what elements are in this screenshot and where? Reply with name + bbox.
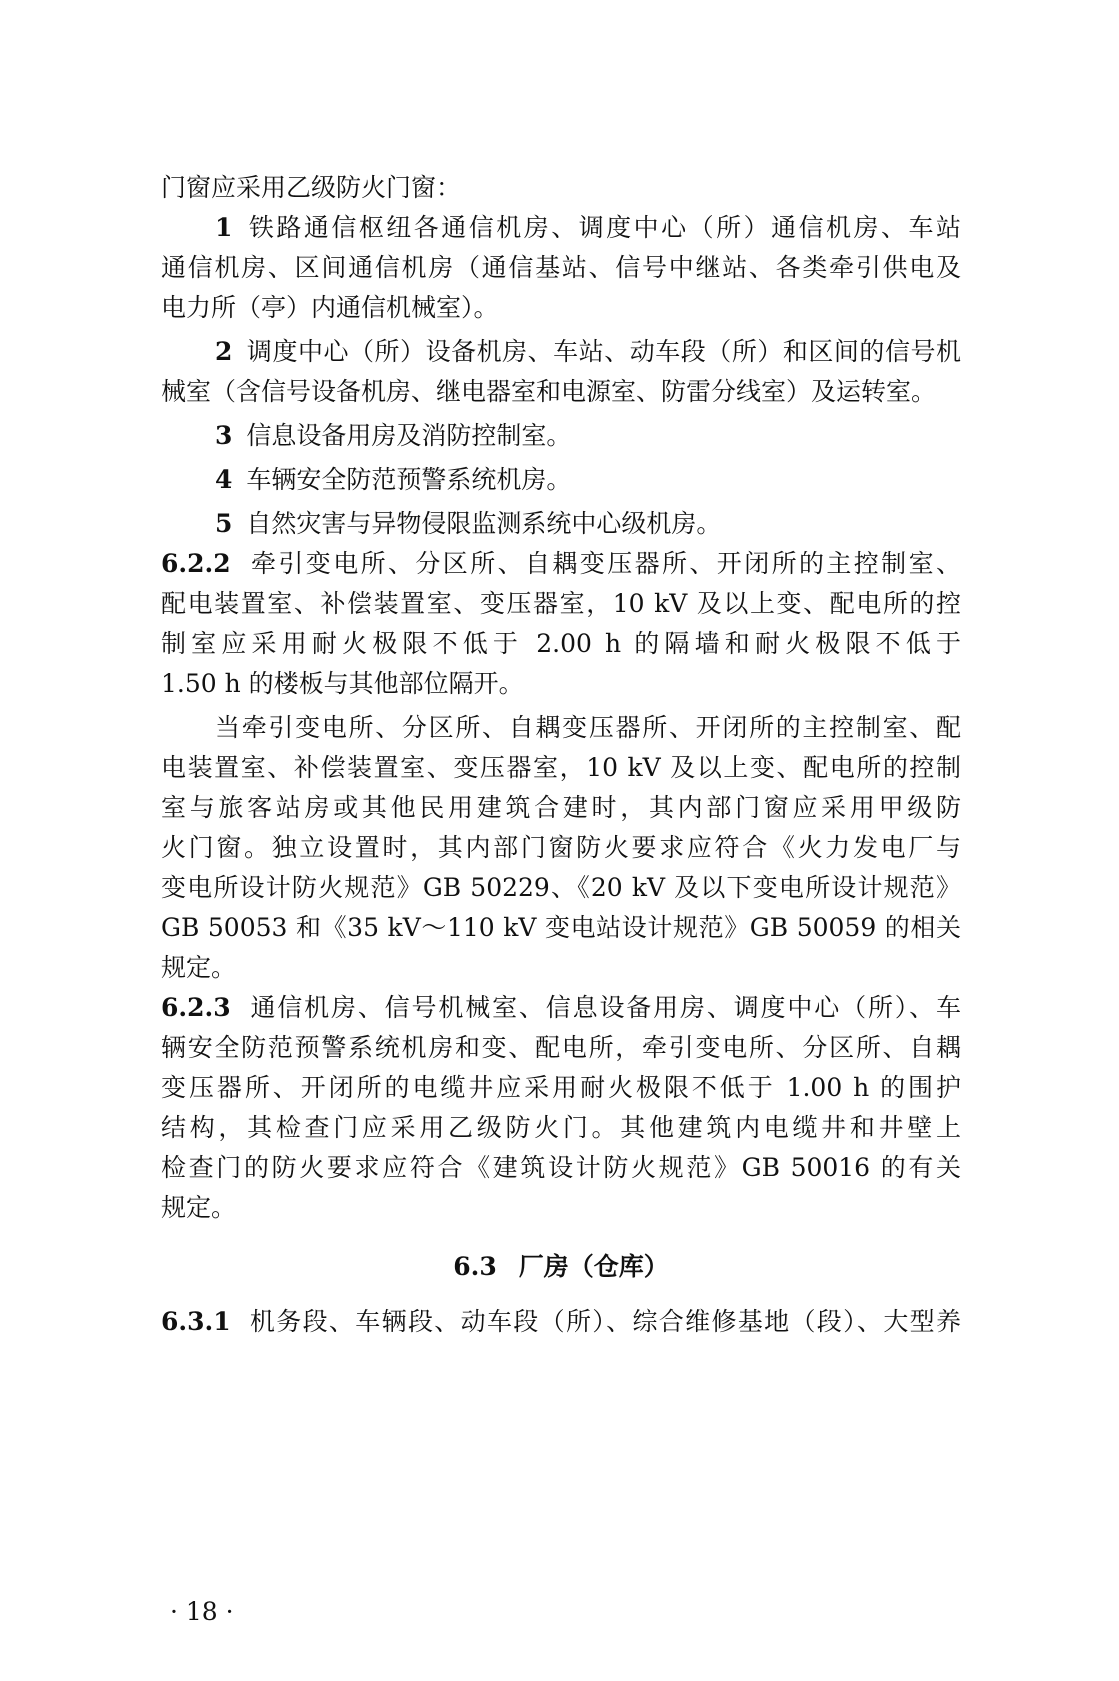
- paragraph-line: 械室（含信号设备机房、继电器室和电源室、防雷分线室）及运转室。: [161, 377, 937, 406]
- paragraph-line: 1.50 h 的楼板与其他部位隔开。: [161, 669, 524, 698]
- paragraph-line: GB 50053 和《35 kV～110 kV 变电站设计规范》GB 50059 的相关: [161, 913, 961, 942]
- paragraph-line: 门窗应采用乙级防火门窗：: [161, 173, 462, 202]
- clause-number: 6.2.2: [161, 549, 231, 578]
- list-item-2: 2 调度中心（所）设备机房、车站、动车段（所）和区间的信号机: [215, 337, 961, 366]
- clause-number: 6.3.1: [161, 1307, 231, 1336]
- paragraph-line: 当牵引变电所、分区所、自耦变压器所、开闭所的主控制室、配: [215, 713, 961, 742]
- item-number: 1: [215, 213, 233, 242]
- paragraph-line: 通信机房、区间通信机房（通信基站、信号中继站、各类牵引供电及: [161, 253, 961, 282]
- paragraph-line: 火门窗。独立设置时，其内部门窗防火要求应符合《火力发电厂与: [161, 833, 961, 862]
- paragraph-line: 变压器所、开闭所的电缆井应采用耐火极限不低于 1.00 h 的围护: [161, 1073, 961, 1102]
- clause-6-3-1: 6.3.1 机务段、车辆段、动车段（所）、综合维修基地（段）、大型养: [161, 1307, 961, 1336]
- section-title: 厂房（仓库）: [518, 1252, 669, 1281]
- paragraph-line: 检查门的防火要求应符合《建筑设计防火规范》GB 50016 的有关: [161, 1153, 961, 1182]
- list-item-1: 1 铁路通信枢纽各通信机房、调度中心（所）通信机房、车站: [215, 213, 961, 242]
- paragraph-line: 电力所（亭）内通信机械室）。: [161, 293, 499, 322]
- paragraph-line: 辆安全防范预警系统机房和变、配电所，牵引变电所、分区所、自耦: [161, 1033, 961, 1062]
- paragraph-line: 电装置室、补偿装置室、变压器室，10 kV 及以上变、配电所的控制: [161, 753, 961, 782]
- clause-6-2-3: 6.2.3 通信机房、信号机械室、信息设备用房、调度中心（所）、车: [161, 993, 961, 1022]
- list-item-5: 5 自然灾害与异物侵限监测系统中心级机房。: [215, 509, 722, 538]
- list-item-3: 3 信息设备用房及消防控制室。: [215, 421, 572, 450]
- section-heading: [161, 1232, 961, 1302]
- section-number: 6.3: [453, 1252, 497, 1281]
- paragraph-line: 配电装置室、补偿装置室、变压器室，10 kV 及以上变、配电所的控: [161, 589, 961, 618]
- paragraph-line: 制室应采用耐火极限不低于 2.00 h 的隔墙和耐火极限不低于: [161, 629, 961, 658]
- document-body: [161, 168, 961, 1342]
- page-number: · 18 ·: [170, 1597, 234, 1626]
- clause-6-2-2: 6.2.2 牵引变电所、分区所、自耦变压器所、开闭所的主控制室、: [161, 549, 961, 578]
- clause-number: 6.2.3: [161, 993, 231, 1022]
- paragraph-line: 结构，其检查门应采用乙级防火门。其他建筑内电缆井和井壁上: [161, 1113, 961, 1142]
- item-number: 4: [215, 465, 233, 494]
- item-number: 5: [215, 509, 233, 538]
- paragraph-line: 室与旅客站房或其他民用建筑合建时，其内部门窗应采用甲级防: [161, 793, 961, 822]
- paragraph-line: 规定。: [161, 1193, 237, 1222]
- paragraph-line: 规定。: [161, 953, 237, 982]
- paragraph-line: 变电所设计防火规范》GB 50229、《20 kV 及以下变电所设计规范》: [161, 873, 961, 902]
- item-number: 2: [215, 337, 233, 366]
- list-item-4: 4 车辆安全防范预警系统机房。: [215, 465, 572, 494]
- item-number: 3: [215, 421, 233, 450]
